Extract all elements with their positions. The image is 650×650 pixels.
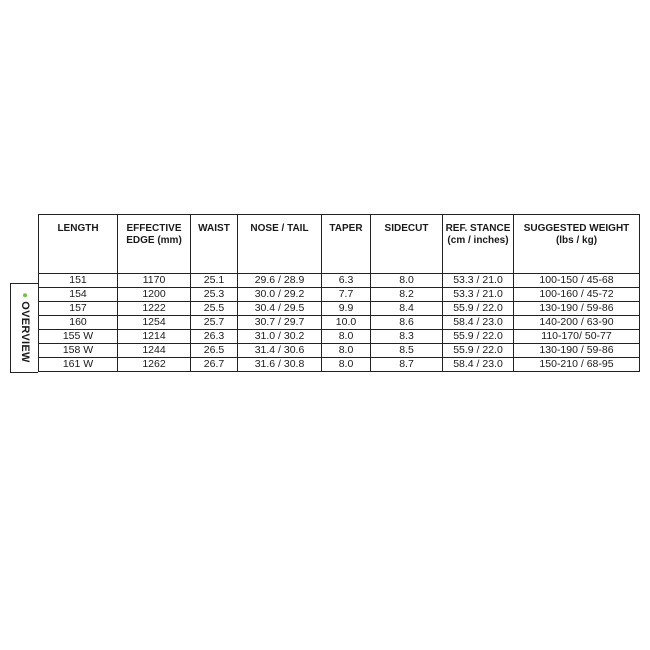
cell-waist: 26.3 — [191, 330, 238, 344]
column-header-length — [39, 215, 118, 274]
column-header-line2: (lbs / kg) — [555, 235, 598, 246]
cell-ref-stance: 53.3 / 21.0 — [443, 288, 514, 302]
cell-effective-edge: 1214 — [118, 330, 191, 344]
cell-suggested-weight: 140-200 / 63-90 — [514, 316, 640, 330]
cell-sidecut: 8.0 — [371, 274, 443, 288]
cell-taper: 7.7 — [322, 288, 371, 302]
cell-suggested-weight: 100-160 / 45-72 — [514, 288, 640, 302]
column-header-suggested-weight — [514, 215, 640, 274]
cell-ref-stance: 53.3 / 21.0 — [443, 274, 514, 288]
cell-effective-edge: 1222 — [118, 302, 191, 316]
column-header-line1: LENGTH — [57, 223, 99, 234]
column-header-waist — [191, 215, 238, 274]
column-header-line2: (cm / inches) — [447, 235, 509, 246]
column-header-line2: EDGE (mm) — [126, 235, 182, 246]
column-header-line1: NOSE / TAIL — [250, 223, 309, 234]
cell-ref-stance: 58.4 / 23.0 — [443, 316, 514, 330]
cell-length: 161 W — [39, 358, 118, 372]
cell-nose-tail: 31.0 / 30.2 — [238, 330, 322, 344]
cell-length: 151 — [39, 274, 118, 288]
cell-effective-edge: 1262 — [118, 358, 191, 372]
cell-taper: 8.0 — [322, 358, 371, 372]
table-row — [39, 302, 640, 316]
cell-effective-edge: 1170 — [118, 274, 191, 288]
cell-taper: 8.0 — [322, 344, 371, 358]
cell-taper: 9.9 — [322, 302, 371, 316]
column-header-ref-stance — [443, 215, 514, 274]
spec-table — [38, 214, 640, 372]
cell-ref-stance: 55.9 / 22.0 — [443, 302, 514, 316]
cell-nose-tail: 31.6 / 30.8 — [238, 358, 322, 372]
cell-suggested-weight: 110-170/ 50-77 — [514, 330, 640, 344]
cell-nose-tail: 30.4 / 29.5 — [238, 302, 322, 316]
cell-taper: 8.0 — [322, 330, 371, 344]
cell-waist: 26.5 — [191, 344, 238, 358]
cell-length: 157 — [39, 302, 118, 316]
cell-sidecut: 8.7 — [371, 358, 443, 372]
cell-effective-edge: 1254 — [118, 316, 191, 330]
cell-suggested-weight: 130-190 / 59-86 — [514, 344, 640, 358]
table-row — [39, 358, 640, 372]
cell-nose-tail: 31.4 / 30.6 — [238, 344, 322, 358]
cell-sidecut: 8.4 — [371, 302, 443, 316]
cell-sidecut: 8.5 — [371, 344, 443, 358]
cell-waist: 25.7 — [191, 316, 238, 330]
overview-tab-label: OVERVIEW — [18, 301, 31, 363]
column-header-line1: EFFECTIVE — [126, 223, 182, 234]
cell-ref-stance: 55.9 / 22.0 — [443, 344, 514, 358]
column-header-taper — [322, 215, 371, 274]
cell-nose-tail: 29.6 / 28.9 — [238, 274, 322, 288]
cell-length: 155 W — [39, 330, 118, 344]
cell-length: 154 — [39, 288, 118, 302]
table-row — [39, 274, 640, 288]
cell-nose-tail: 30.7 / 29.7 — [238, 316, 322, 330]
cell-taper: 6.3 — [322, 274, 371, 288]
table-row — [39, 316, 640, 330]
cell-length: 160 — [39, 316, 118, 330]
overview-tab-label-wrap — [19, 293, 31, 363]
cell-ref-stance: 58.4 / 23.0 — [443, 358, 514, 372]
cell-waist: 25.5 — [191, 302, 238, 316]
cell-suggested-weight: 100-150 / 45-68 — [514, 274, 640, 288]
column-header-line1: TAPER — [329, 223, 363, 234]
green-dot-icon — [23, 293, 27, 297]
cell-sidecut: 8.2 — [371, 288, 443, 302]
cell-nose-tail: 30.0 / 29.2 — [238, 288, 322, 302]
overview-tab[interactable] — [10, 283, 38, 373]
cell-length: 158 W — [39, 344, 118, 358]
table-header-row — [39, 215, 640, 274]
column-header-line1: SUGGESTED WEIGHT — [523, 223, 630, 234]
table-row — [39, 288, 640, 302]
cell-suggested-weight: 150-210 / 68-95 — [514, 358, 640, 372]
cell-sidecut: 8.6 — [371, 316, 443, 330]
cell-suggested-weight: 130-190 / 59-86 — [514, 302, 640, 316]
table-row — [39, 344, 640, 358]
cell-sidecut: 8.3 — [371, 330, 443, 344]
table-body — [39, 274, 640, 372]
cell-effective-edge: 1244 — [118, 344, 191, 358]
column-header-nose-tail — [238, 215, 322, 274]
cell-taper: 10.0 — [322, 316, 371, 330]
table-row — [39, 330, 640, 344]
cell-waist: 25.3 — [191, 288, 238, 302]
cell-waist: 25.1 — [191, 274, 238, 288]
cell-ref-stance: 55.9 / 22.0 — [443, 330, 514, 344]
column-header-line1: WAIST — [198, 223, 230, 234]
column-header-line1: REF. STANCE — [445, 223, 511, 234]
cell-effective-edge: 1200 — [118, 288, 191, 302]
column-header-sidecut — [371, 215, 443, 274]
cell-waist: 26.7 — [191, 358, 238, 372]
column-header-effective-edge — [118, 215, 191, 274]
column-header-line1: SIDECUT — [384, 223, 429, 234]
